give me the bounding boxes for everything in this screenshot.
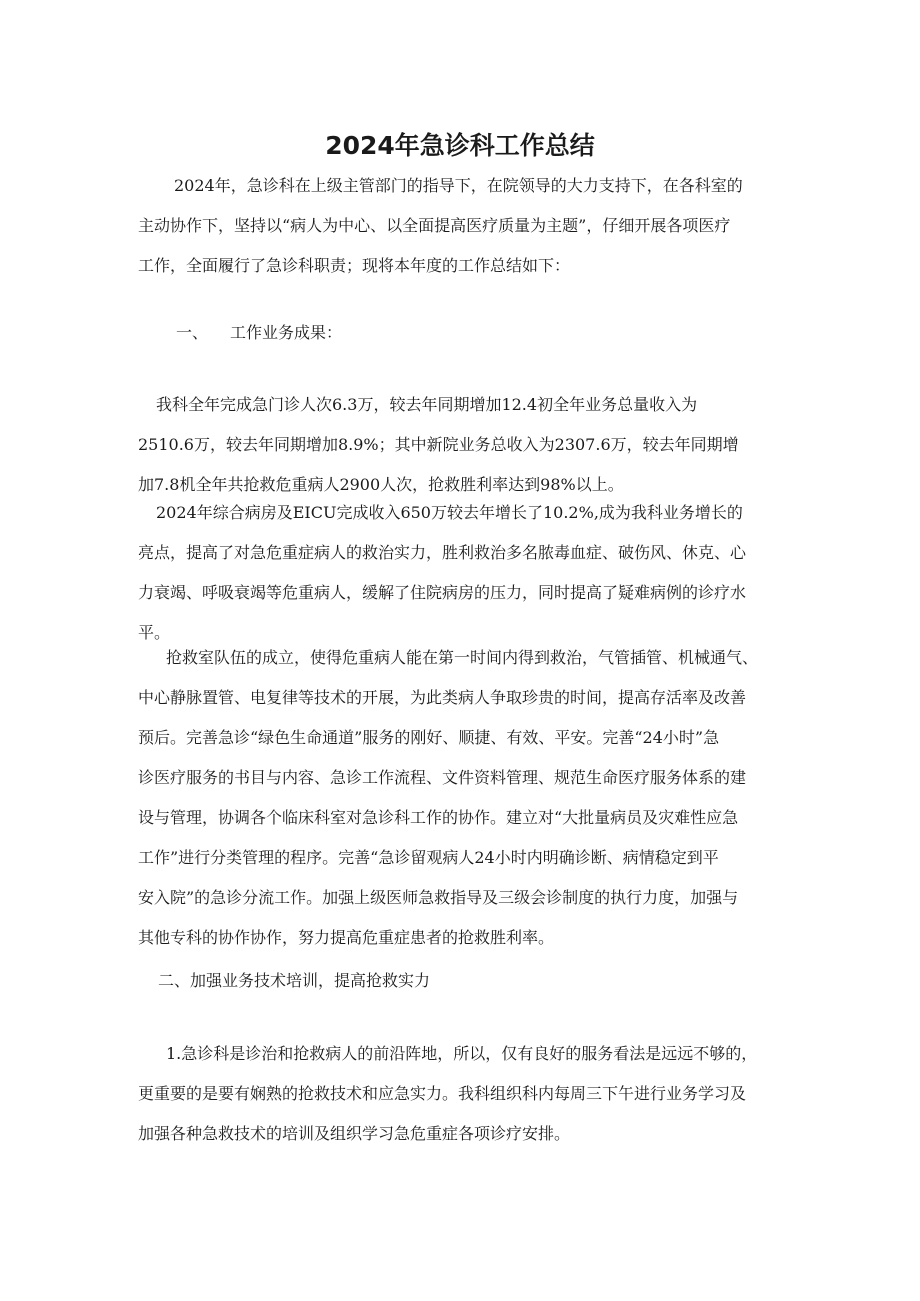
document-title: 2024年急诊科工作总结: [325, 131, 595, 160]
para2-line-2: 亮点，提高了对急危重症病人的救治实力，胜利救治多名脓毒血症、破伤风、休克、心: [138, 543, 747, 562]
para3-line-8: 其他专科的协作协作，努力提高危重症患者的抢救胜利率。: [138, 928, 555, 947]
paragraph-4: [138, 1034, 786, 1154]
intro-line-1: 2024年，急诊科在上级主管部门的指导下，在院领导的大力支持下，在各科室的: [174, 176, 743, 195]
paragraph-2: [138, 493, 786, 653]
para3-line-3: 预后。完善急诊“绿色生命通道”服务的刚好、顺捷、有效、平安。完善“24小时”急: [138, 728, 720, 747]
paragraph-1: [138, 385, 786, 505]
section2-heading: 二、加强业务技术培训，提高抢救实力: [158, 971, 431, 990]
para4-line-1: 1.急诊科是诊治和抢救病人的前沿阵地，所以，仅有良好的服务看法是远远不够的，: [166, 1044, 758, 1063]
para3-line-7: 安入院”的急诊分流工作。加强上级医师急救指导及三级会诊制度的执行力度，加强与: [138, 888, 739, 907]
para3-line-5: 设与管理，协调各个临床科室对急诊科工作的协作。建立对“大批量病员及灾难性应急: [138, 808, 739, 827]
para1-line-3: 加7.8机全年共抢救危重病人2900人次，抢救胜利率达到98%以上。: [138, 475, 624, 494]
para1-line-1: 我科全年完成急门诊人次6.3万，较去年同期增加12.4初全年业务总量收入为: [156, 395, 698, 414]
intro-line-3: 工作，全面履行了急诊科职责；现将本年度的工作总结如下：: [138, 256, 571, 275]
para4-line-2: 更重要的是要有娴熟的抢救技术和应急实力。我科组织科内每周三下午进行业务学习及: [138, 1084, 747, 1103]
section1-number: 一、: [176, 323, 209, 342]
para4-line-3: 加强各种急救技术的培训及组织学习急危重症各项诊疗安排。: [138, 1124, 571, 1143]
para3-line-4: 诊医疗服务的书目与内容、急诊工作流程、文件资料管理、规范生命医疗服务体系的建: [138, 768, 747, 787]
para1-line-2: 2510.6万，较去年同期增加8.9%；其中新院业务总收入为2307.6万，较去年同期增: [138, 435, 739, 454]
para2-line-1: 2024年综合病房及EICU完成收入650万较去年增长了10.2%,成为我科业务增长的: [156, 503, 743, 522]
para2-line-4: 平。: [138, 623, 171, 642]
para3-line-6: 工作”进行分类管理的程序。完善“急诊留观病人24小时内明确诊断、病情稳定到平: [138, 848, 719, 867]
section1-heading: 工作业务成果：: [230, 323, 343, 342]
para3-line-2: 中心静脉置管、电复律等技术的开展，为此类病人争取珍贵的时间，提高存活率及改善: [138, 688, 747, 707]
intro-line-2: 主动协作下，坚持以“病人为中心、以全面提高医疗质量为主题”，仔细开展各项医疗: [138, 216, 731, 235]
para3-line-1: 抢救室队伍的成立，使得危重病人能在第一时间内得到救治，气管插管、机械通气、: [166, 648, 759, 667]
intro-paragraph: [138, 166, 786, 286]
para2-line-3: 力衰竭、呼吸衰竭等危重病人，缓解了住院病房的压力，同时提高了疑难病例的诊疗水: [138, 583, 747, 602]
paragraph-3: [138, 638, 786, 958]
